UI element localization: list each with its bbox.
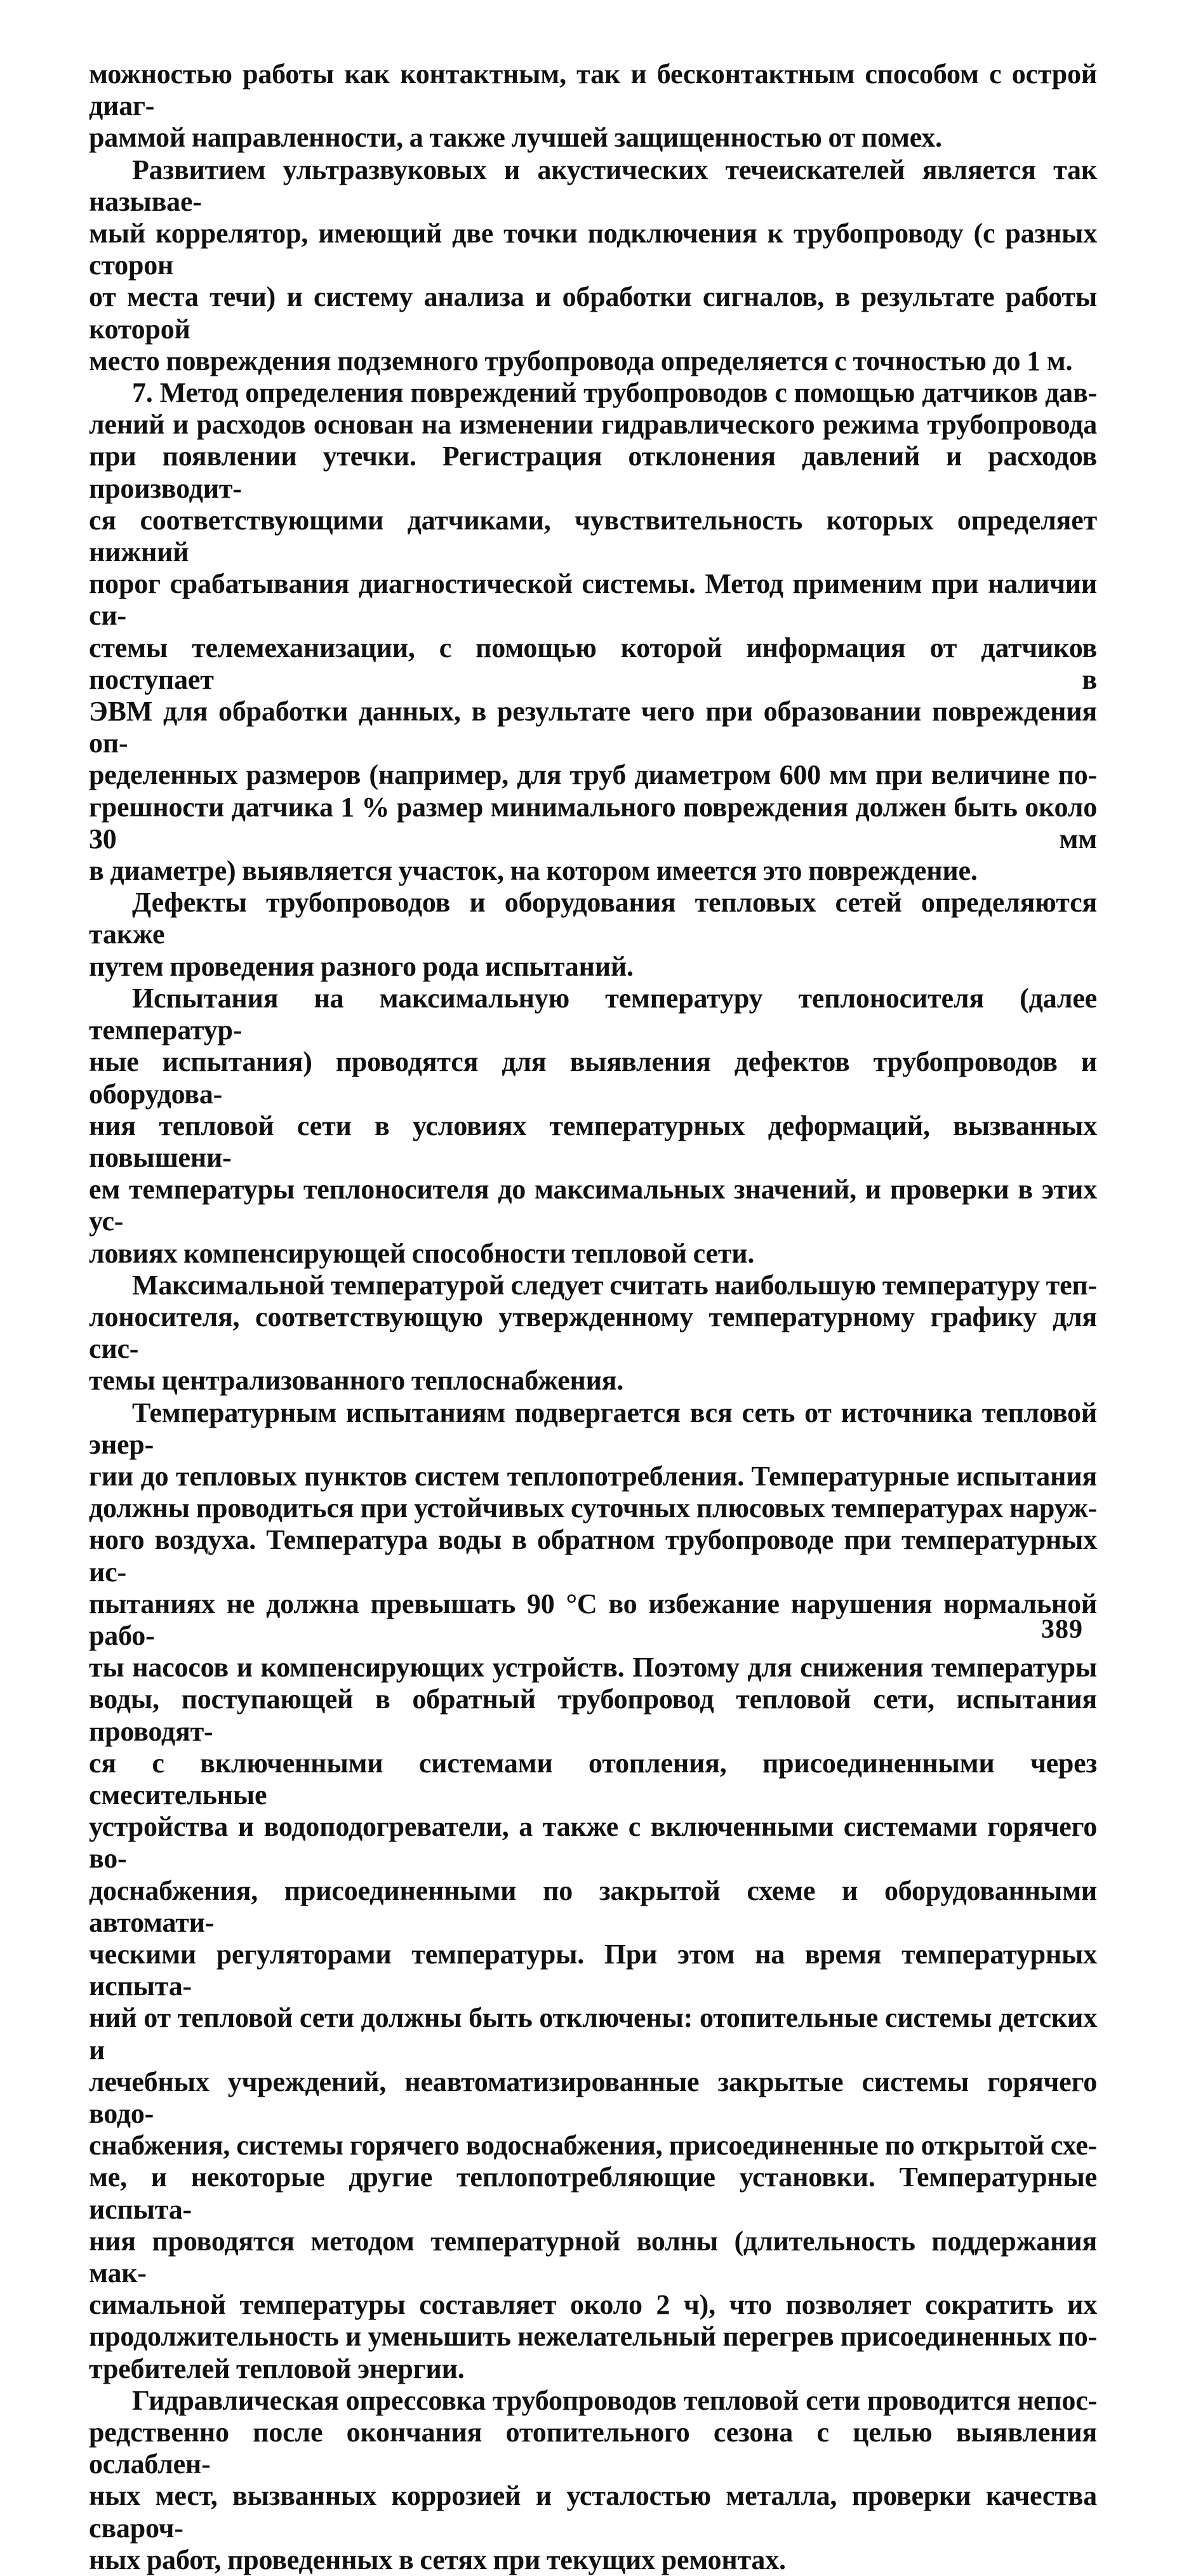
text-line: раммой направленности, а также лучшей защищенностью от помех. xyxy=(89,122,942,154)
text-line: ний от тепловой сети должны быть отключены: отопительные системы детских и xyxy=(89,2002,1097,2066)
paragraph xyxy=(89,887,1097,983)
text-line: темы централизованного теплоснабжения. xyxy=(89,1365,624,1397)
text-line: ного воздуха. Температура воды в обратном трубопроводе при температурных ис- xyxy=(89,1524,1097,1588)
text-line: Развитием ультразвуковых и акустических течеискателей является так называе- xyxy=(89,154,1097,217)
text-line: ределенных размеров (например, для труб диаметром 600 мм при величине по- xyxy=(89,759,1097,791)
text-line: лений и расходов основан на изменении гидравлического режима трубопровода xyxy=(89,409,1097,441)
text-line: ных мест, вызванных коррозией и усталостью металла, проверки качества свароч- xyxy=(89,2480,1097,2544)
text-line: требителей тепловой энергии. xyxy=(89,2353,465,2384)
text-line: ческими регуляторами температуры. При этом на время температурных испыта- xyxy=(89,1938,1097,2002)
text-line: ся соответствующими датчиками, чувствительность которых определяет нижний xyxy=(89,504,1097,568)
text-line: снабжения, системы горячего водоснабжения, присоединенные по открытой схе- xyxy=(89,2130,1097,2161)
text-line: порог срабатывания диагностической системы. Метод применим при наличии си- xyxy=(89,568,1097,632)
text-line: 7. Метод определения повреждений трубопроводов с помощью датчиков дав- xyxy=(132,377,1097,409)
text-line: воды, поступающей в обратный трубопровод тепловой сети, испытания проводят- xyxy=(89,1683,1097,1747)
text-line: гии до тепловых пунктов систем теплопотребления. Температурные испытания xyxy=(89,1460,1097,1492)
paragraph xyxy=(89,1270,1097,1397)
text-line: Гидравлическая опрессовка трубопроводов тепловой сети проводится непос- xyxy=(132,2384,1097,2416)
text-line: грешности датчика 1 % размер минимального повреждения должен быть около 30 мм xyxy=(89,791,1097,854)
text-line: в диаметре) выявляется участок, на котором имеется это повреждение. xyxy=(89,855,978,887)
text-line: пытаниях не должна превышать 90 °С во избежание нарушения нормальной рабо- xyxy=(89,1588,1097,1651)
text-line: место повреждения подземного трубопровода определяется с точностью до 1 м. xyxy=(89,345,1073,376)
text-line: редственно после окончания отопительного сезона с целью выявления ослаблен- xyxy=(89,2417,1097,2480)
text-line: Испытания на максимальную температуру теплоносителя (далее температур- xyxy=(89,982,1097,1046)
text-line: от места течи) и систему анализа и обработки сигналов, в результате работы которой xyxy=(89,281,1097,345)
page-number: 389 xyxy=(1041,1615,1083,1644)
paragraph xyxy=(89,1397,1097,2385)
text-line: Дефекты трубопроводов и оборудования тепловых сетей определяются также xyxy=(89,887,1097,950)
text-line: симальной температуры составляет около 2 ч), что позволяет сократить их xyxy=(89,2289,1097,2321)
paragraph xyxy=(89,154,1097,377)
text-line: стемы телемеханизации, с помощью которой информация от датчиков поступает в xyxy=(89,632,1097,695)
text-line: лоносителя, соответствующую утвержденному температурному графику для сис- xyxy=(89,1301,1097,1365)
paragraph xyxy=(89,983,1097,1270)
text-line: ме, и некоторые другие теплопотребляющие установки. Температурные испыта- xyxy=(89,2161,1097,2225)
text-line: продолжительность и уменьшить нежелательный перегрев присоединенных по- xyxy=(89,2321,1097,2353)
text-line: ся с включенными системами отопления, присоединенными через смесительные xyxy=(89,1747,1097,1810)
text-line: ты насосов и компенсирующих устройств. Поэтому для снижения температуры xyxy=(89,1652,1097,1683)
text-line: ных работ, проведенных в сетях при текущих ремонтах. xyxy=(89,2544,786,2575)
text-line: мый коррелятор, имеющий две точки подключения к трубопроводу (с разных сторон xyxy=(89,218,1097,281)
text-line: можностью работы как контактным, так и бесконтактным способом с острой диаг- xyxy=(89,58,1097,122)
text-line: ные испытания) проводятся для выявления дефектов трубопроводов и оборудова- xyxy=(89,1046,1097,1110)
text-line: Максимальной температурой следует считать наибольшую температуру теп- xyxy=(132,1269,1097,1301)
paragraph xyxy=(89,377,1097,887)
text-line: ем температуры теплоносителя до максимальных значений, и проверки в этих ус- xyxy=(89,1174,1097,1237)
paragraph xyxy=(89,58,1097,154)
text-line: при появлении утечки. Регистрация отклонения давлений и расходов производит- xyxy=(89,441,1097,504)
text-line: лечебных учреждений, неавтоматизированные закрытые системы горячего водо- xyxy=(89,2066,1097,2129)
text-line: ния проводятся методом температурной волны (длительность поддержания мак- xyxy=(89,2225,1097,2289)
text-line: Температурным испытаниям подвергается вся сеть от источника тепловой энер- xyxy=(89,1397,1097,1460)
text-line: путем проведения разного рода испытаний. xyxy=(89,950,634,982)
text-line: ЭВМ для обработки данных, в результате чего при образовании повреждения оп- xyxy=(89,696,1097,759)
text-line: устройства и водоподогреватели, а также с включенными системами горячего во- xyxy=(89,1811,1097,1875)
text-line: доснабжения, присоединенными по закрытой схеме и оборудованными автомати- xyxy=(89,1875,1097,1938)
body-text xyxy=(89,58,1097,2576)
text-line: ния тепловой сети в условиях температурных деформаций, вызванных повышени- xyxy=(89,1110,1097,1173)
text-line: должны проводиться при устойчивых суточных плюсовых температурах наруж- xyxy=(89,1492,1097,1524)
text-line: ловиях компенсирующей способности тепловой сети. xyxy=(89,1237,755,1269)
paragraph xyxy=(89,2385,1097,2576)
